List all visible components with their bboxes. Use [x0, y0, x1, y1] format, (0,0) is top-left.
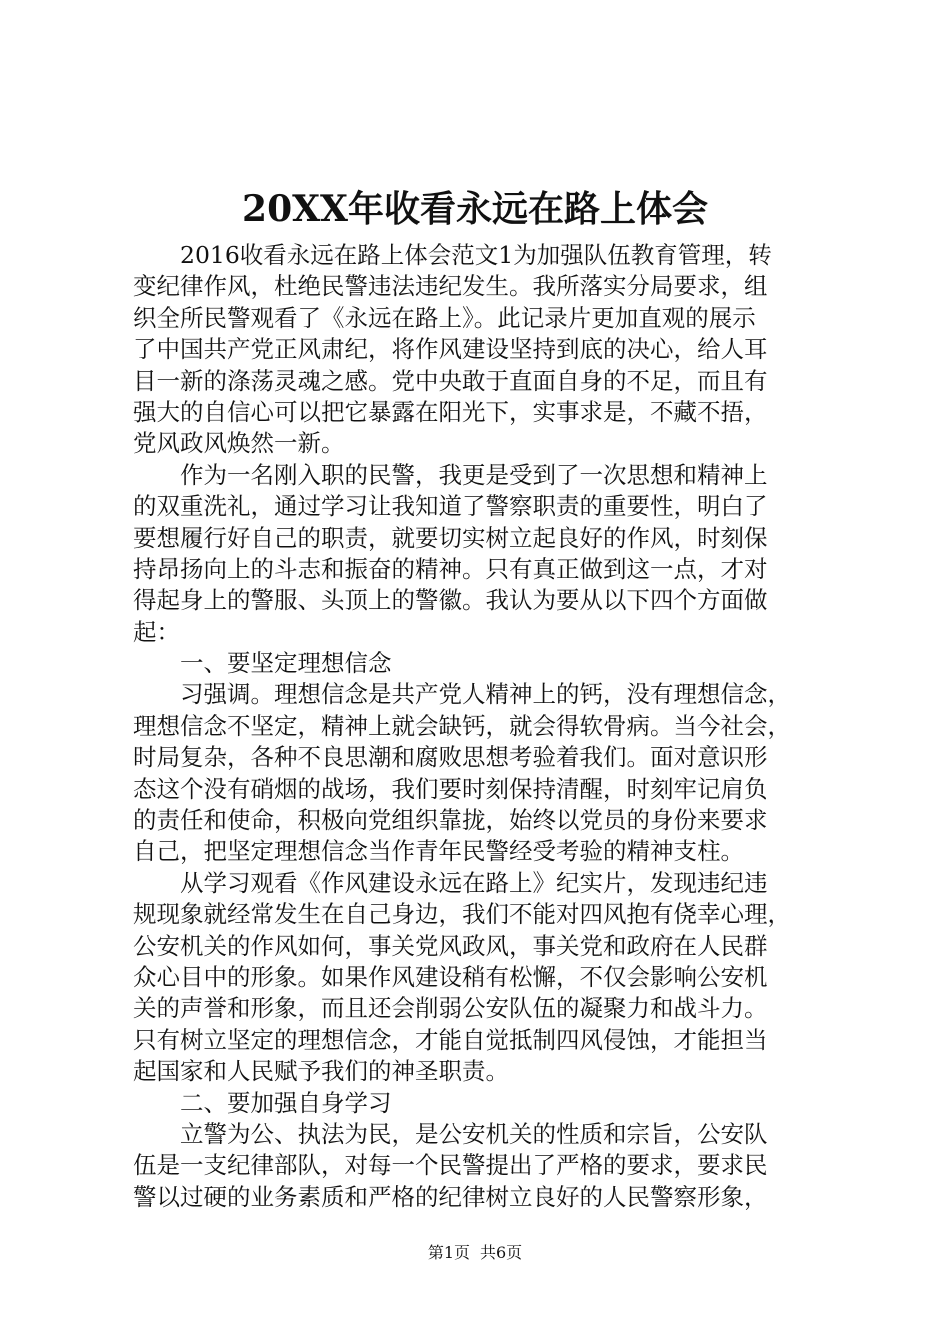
text-line: 强大的自信心可以把它暴露在阳光下，实事求是，不藏不捂，: [133, 397, 768, 426]
paragraph: [133, 1119, 833, 1213]
text-line: 党风政风焕然一新。: [133, 429, 345, 458]
document-body: [133, 240, 833, 1213]
paragraph: [133, 679, 833, 867]
paragraph: [133, 868, 833, 1088]
text-line: 习强调。理想信念是共产党人精神上的钙，没有理想信念，: [133, 680, 791, 709]
text-line: 持昂扬向上的斗志和振奋的精神。只有真正做到这一点，才对: [133, 554, 768, 583]
text-line: 目一新的涤荡灵魂之感。党中央敢于直面自身的不足，而且有: [133, 366, 768, 395]
document-title: 20XX年收看永远在路上体会: [242, 188, 708, 230]
section-heading: [133, 1088, 833, 1119]
page-total: 共6页: [480, 1243, 523, 1262]
text-line: 立警为公、执法为民，是公安机关的性质和宗旨，公安队: [133, 1119, 768, 1148]
text-line: 起国家和人民赋予我们的神圣职责。: [133, 1057, 509, 1086]
text-line: 要想履行好自己的职责，就要切实树立起良好的作风，时刻保: [133, 523, 768, 552]
text-line: 时局复杂，各种不良思潮和腐败思想考验着我们。面对意识形: [133, 743, 768, 772]
text-line: 的双重洗礼，通过学习让我知道了警察职责的重要性，明白了: [133, 492, 768, 521]
text-line: 织全所民警观看了《永远在路上》。此记录片更加直观的展示: [133, 303, 756, 332]
text-line: 众心目中的形象。如果作风建设稍有松懈，不仅会影响公安机: [133, 962, 768, 991]
text-line: 伍是一支纪律部队，对每一个民警提出了严格的要求，要求民: [133, 1151, 768, 1180]
text-line: 作为一名刚入职的民警，我更是受到了一次思想和精神上: [133, 460, 768, 489]
text-line: 变纪律作风，杜绝民警违法违纪发生。我所落实分局要求，组: [133, 272, 768, 301]
text-line: 理想信念不坚定，精神上就会缺钙，就会得软骨病。当今社会，: [133, 711, 791, 740]
text-line: 自己，把坚定理想信念当作青年民警经受考验的精神支柱。: [133, 837, 744, 866]
text-line: 得起身上的警服、头顶上的警徽。我认为要从以下四个方面做: [133, 586, 768, 615]
text-line: 只有树立坚定的理想信念，才能自觉抵制四风侵蚀，才能担当: [133, 1025, 768, 1054]
paragraph: [133, 240, 833, 460]
heading-line: 一、要坚定理想信念: [133, 649, 392, 678]
heading-line: 二、要加强自身学习: [133, 1088, 392, 1117]
text-line: 关的声誉和形象，而且还会削弱公安队伍的凝聚力和战斗力。: [133, 994, 768, 1023]
page-footer: [0, 1241, 950, 1265]
text-line: 警以过硬的业务素质和严格的纪律树立良好的人民警察形象，: [133, 1182, 768, 1211]
text-line: 从学习观看《作风建设永远在路上》纪实片，发现违纪违: [133, 868, 768, 897]
paragraph: [133, 460, 833, 648]
text-line: 规现象就经常发生在自己身边，我们不能对四风抱有侥幸心理，: [133, 900, 791, 929]
text-line: 的责任和使命，积极向党组织靠拢，始终以党员的身份来要求: [133, 806, 768, 835]
text-line: 2016收看永远在路上体会范文1为加强队伍教育管理，转: [133, 241, 772, 269]
text-line: 公安机关的作风如何，事关党风政风，事关党和政府在人民群: [133, 931, 768, 960]
section-heading: [133, 648, 833, 679]
text-line: 态这个没有硝烟的战场，我们要时刻保持清醒，时刻牢记肩负: [133, 774, 768, 803]
page-number: 第1页: [427, 1243, 470, 1262]
text-line: 了中国共产党正风肃纪，将作风建设坚持到底的决心，给人耳: [133, 335, 768, 364]
text-line: 起：: [133, 617, 180, 646]
